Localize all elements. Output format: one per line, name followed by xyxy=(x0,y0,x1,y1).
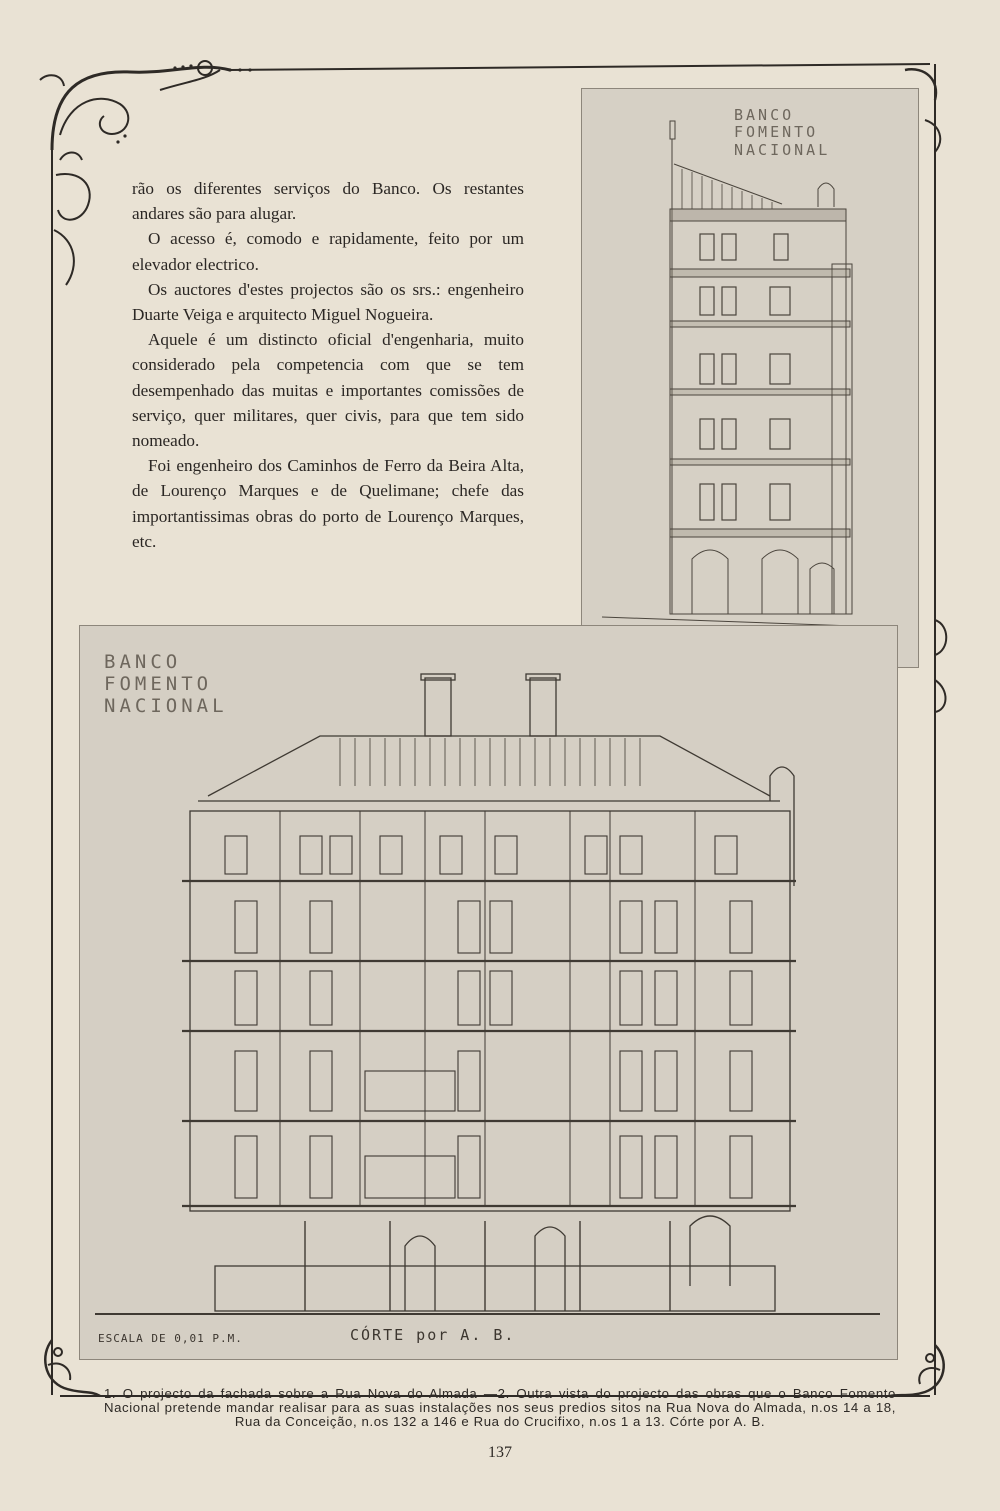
section-scale-label: ESCALA DE 0,01 P.M. xyxy=(98,1332,243,1345)
paragraph: O acesso é, comodo e rapidamente, feito por um elevador electrico. xyxy=(132,229,524,274)
article-text xyxy=(132,176,524,554)
paragraph: rão os diferentes serviços do Banco. Os restantes andares são para alugar. xyxy=(132,179,524,224)
section-title-label: CÓRTE por A. B. xyxy=(350,1326,516,1344)
plate-title: BANCO FOMENTO NACIONAL xyxy=(734,106,831,159)
paragraph: Os auctores d'estes projectos são os srs.: engenheiro Duarte Veiga e arquitecto Miguel Nogueira. xyxy=(132,279,524,325)
section-drawing-plate xyxy=(79,625,898,1360)
facade-elevation-drawing xyxy=(582,89,918,667)
facade-drawing-plate xyxy=(581,88,919,668)
page-number: 137 xyxy=(488,1444,512,1461)
paragraph: Foi engenheiro dos Caminhos de Ferro da Beira Alta, de Lourenço Marques e de Quelimane; chefe das importantissimas obras do porto de Lourenço Marques, etc. xyxy=(132,456,524,551)
plate-title: BANCO FOMENTO NACIONAL xyxy=(104,651,228,717)
building-section-drawing xyxy=(80,626,897,1359)
paragraph: Aquele é um distincto oficial d'engenharia, muito considerado pela competencia com que se tem desempenhado das muitas e importantes comissões de serviço, quer militares, quer civis, para que tem sido nomeado. xyxy=(132,330,524,451)
figure-caption: 1. O projecto da fachada sobre a Rua Nova do Almada —2. Outra vista do projecto das obras que o Banco Fomento Nacional pretende mandar realisar para as suas instalações nos seus predios sitos na Rua Nova do Almada, n.os 14 a 18, Rua da Conceição, n.os 132 a 146 e Rua do Crucifixo, n.os 1 a 13. Córte por A. B. xyxy=(104,1386,896,1430)
